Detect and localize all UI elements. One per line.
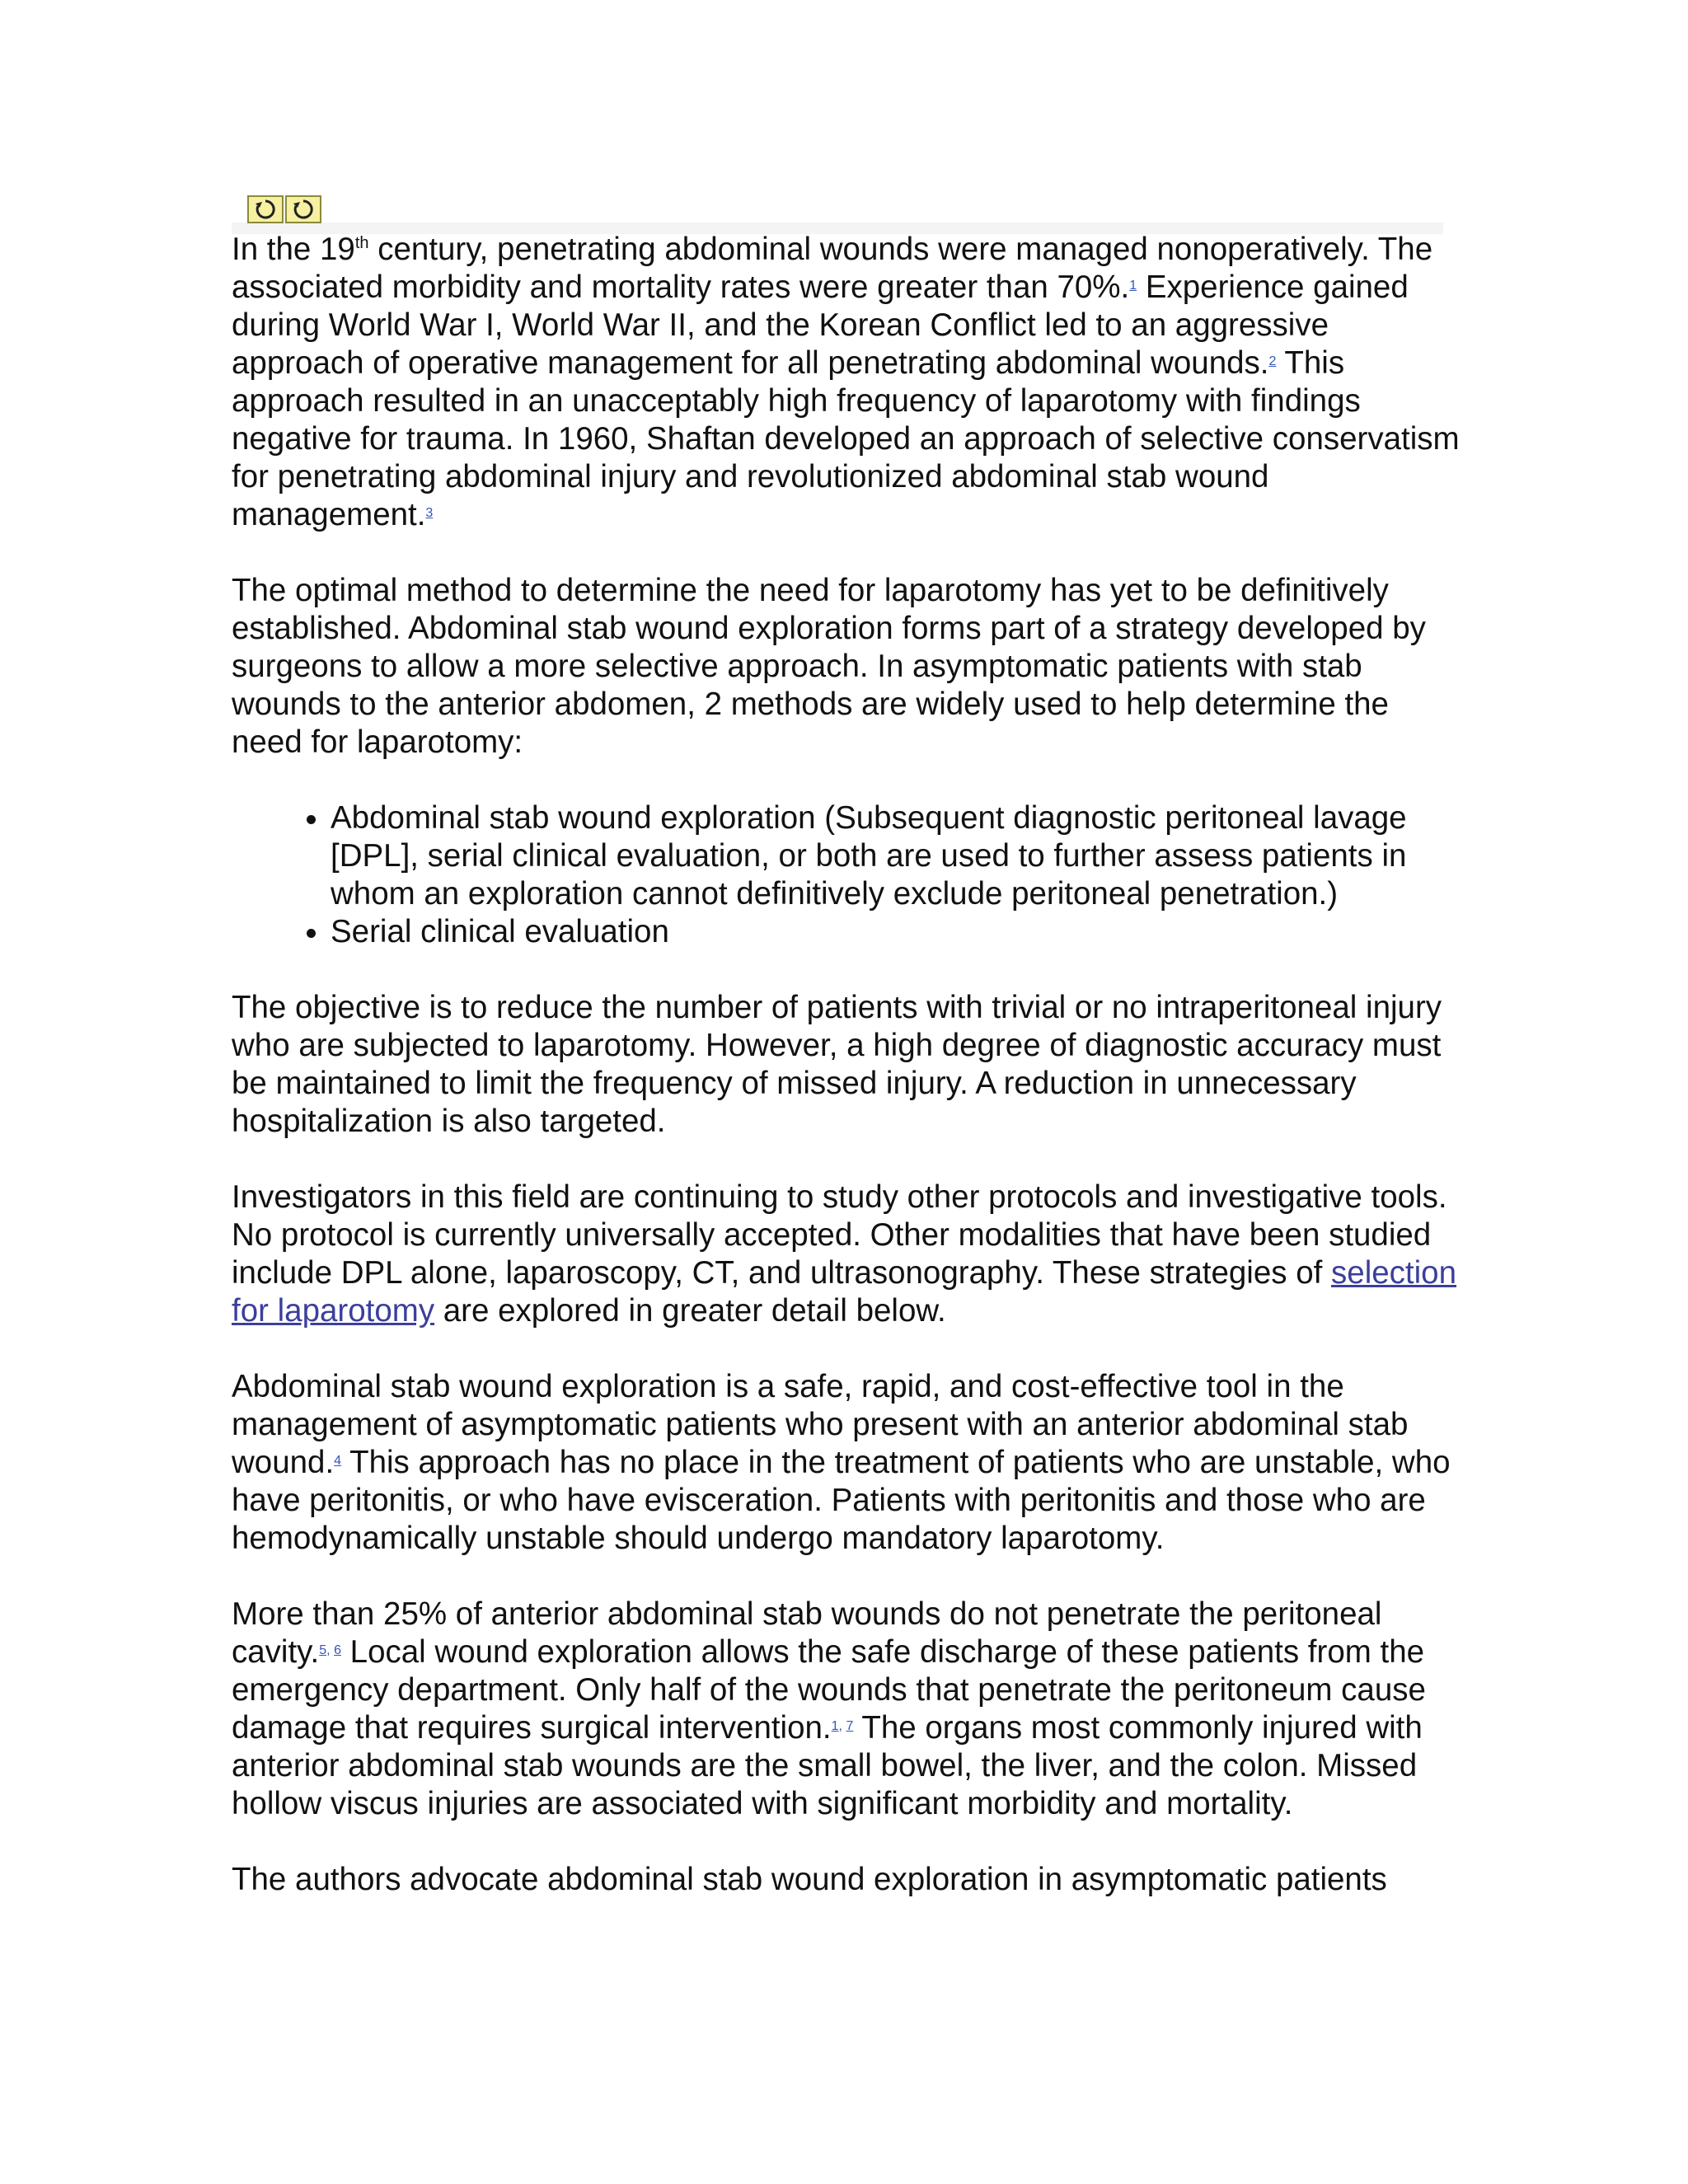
paragraph-7: The authors advocate abdominal stab wound exploration in asymptomatic patients	[232, 1862, 1387, 1897]
footnote-separator: ,	[326, 1643, 335, 1657]
article-body	[232, 194, 1468, 1937]
footnote-separator: ,	[838, 1719, 846, 1733]
footnote-ref[interactable]: 1	[831, 1719, 839, 1733]
list-item: • Serial clinical evaluation	[331, 913, 1468, 951]
paragraph-1: In the 19th century, penetrating abdominal wounds were managed nonoperatively. The associated morbidity and mortality rates were greater than 70%.$^1$ Experience gained during World War I, World War II, and the Korean Conflict led to an aggressive approach of operative management for all penetrating abdominal wounds.$^2$ This approach resulted in an unacceptably high frequency of laparotomy with findings negative for trauma. In 1960, Shaftan developed an approach of selective conservatism for penetrating abdominal injury and revolutionized abdominal stab wound management.$^3$	[232, 232, 1460, 532]
paragraph-5: Abdominal stab wound exploration is a safe, rapid, and cost-effective tool in the management of asymptomatic patients who present with an anterior abdominal stab wound.$^4$ This approach has no place in the treatment of patients who are unstable, who have peritonitis, or who have evisceration. Patients with peritonitis and those who are hemodynamically unstable should undergo mandatory laparotomy.	[232, 1369, 1451, 1556]
bullet-list	[232, 799, 1468, 951]
footnote-ref[interactable]: 5	[319, 1643, 327, 1657]
selection-link[interactable]: selection for laparotomy	[232, 1255, 1456, 1329]
list-item: • Abdominal stab wound exploration (Subsequent diagnostic peritoneal lavage [DPL], serial clinical evaluation, or both are used to further assess patients in whom an exploration cannot definitively exclude peritoneal penetration.)	[331, 799, 1468, 913]
footnote-ref[interactable]: 2	[1268, 354, 1277, 368]
footnote-ref[interactable]: 3	[425, 506, 434, 520]
paragraph-2: The optimal method to determine the need for laparotomy has yet to be definitively established. Abdominal stab wound exploration forms part of a strategy developed by surgeons to allow a more selective approach. In asymptomatic patients with stab wounds to the anterior abdomen, 2 methods are widely used to help determine the need for laparotomy:	[232, 573, 1426, 760]
footnote-ref[interactable]: 1	[1129, 279, 1137, 293]
footnote-ref[interactable]: 7	[846, 1719, 854, 1733]
paragraph-4: Investigators in this field are continuing to study other protocols and investigative tools. No protocol is currently universally accepted. Other modalities that have been studied include DPL alone, laparoscopy, CT, and ultrasonography. These strategies of selection for laparotomy are explored in greater detail below.	[232, 1179, 1456, 1329]
paragraph-6: More than 25% of anterior abdominal stab wounds do not penetrate the peritoneal cavity.$^{5,}$ $^6$ Local wound exploration allows the safe discharge of these patients from the emergency department. Only half of the wounds that penetrate the peritoneum cause damage that requires surgical intervention.$^{1,}$ $^7$ The organs most commonly injured with anterior abdominal stab wounds are the small bowel, the liver, and the colon. Missed hollow viscus injuries are associated with significant morbidity and mortality.	[232, 1596, 1426, 1821]
superscript: th	[354, 234, 369, 252]
footnote-ref[interactable]: 4	[334, 1454, 342, 1468]
footnote-ref[interactable]: 6	[334, 1643, 341, 1657]
paragraph-3: The objective is to reduce the number of patients with trivial or no intraperitoneal injury who are subjected to laparotomy. However, a high degree of diagnostic accuracy must be maintained to limit the frequency of missed injury. A reduction in unnecessary hospitalization is also targeted.	[232, 990, 1442, 1139]
